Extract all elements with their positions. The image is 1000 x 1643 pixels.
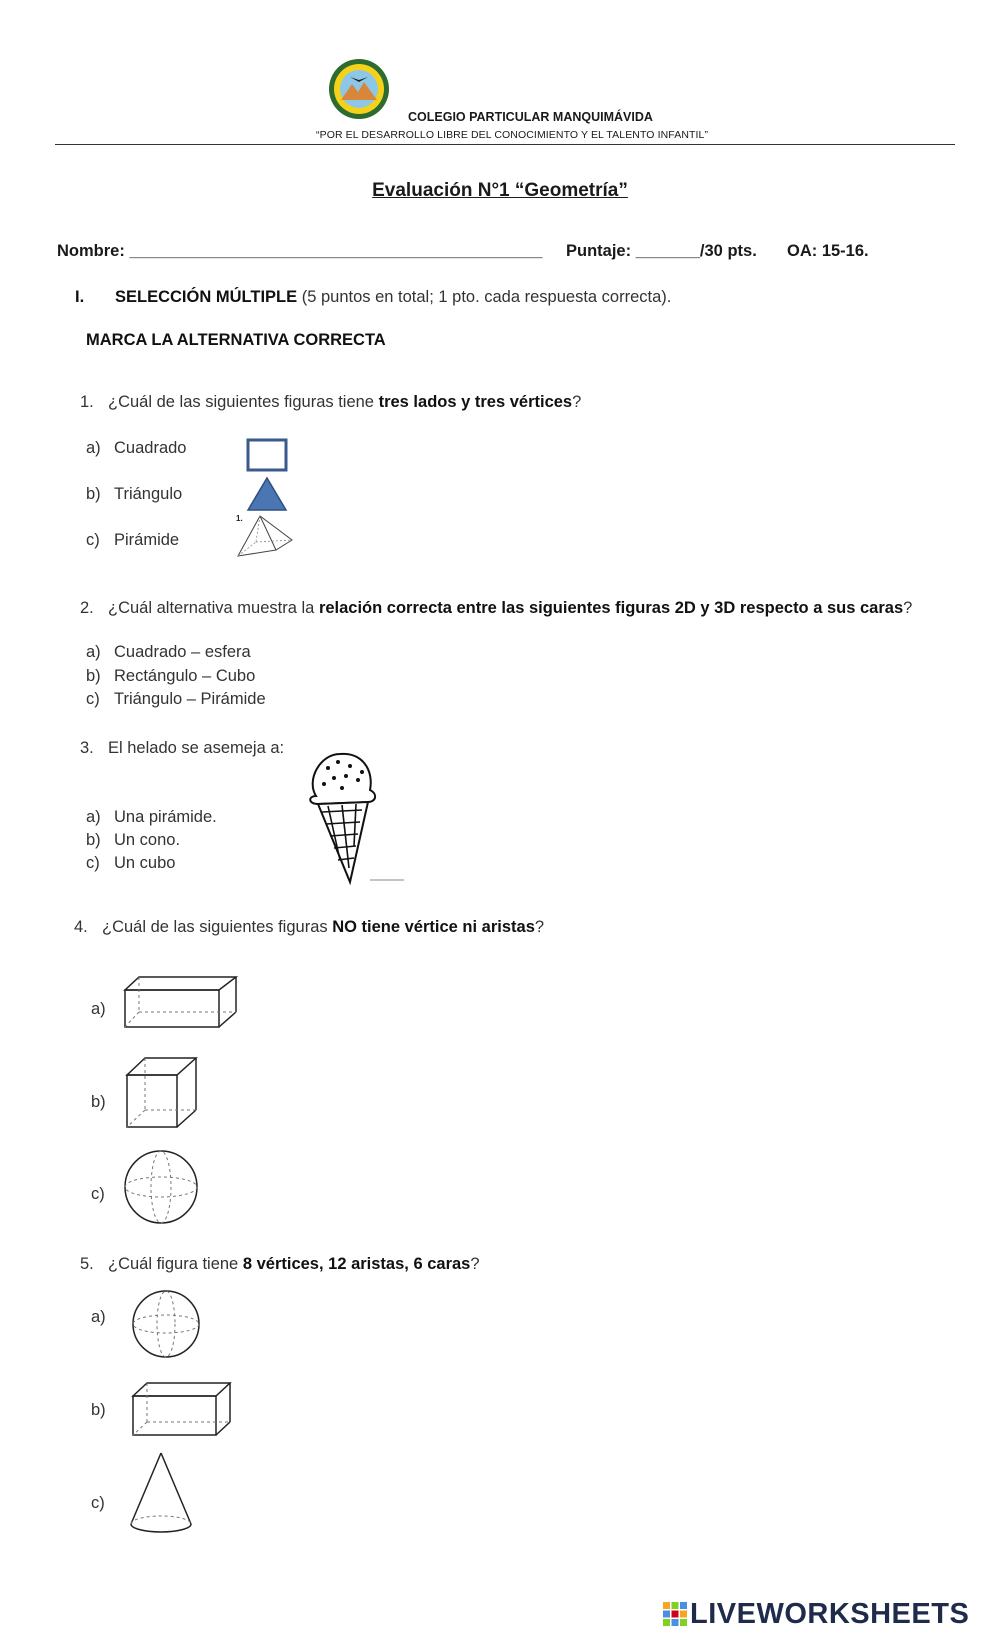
question-number: 4. xyxy=(74,918,88,936)
q5-option-c[interactable]: c) xyxy=(91,1494,105,1512)
question-end: ? xyxy=(903,599,913,617)
question-number: 5. xyxy=(80,1255,94,1273)
question-text: ¿Cuál alternativa muestra la xyxy=(108,599,319,617)
q1-option-c[interactable]: c) Pirámide xyxy=(86,531,180,549)
question-emphasis: NO tiene vértice ni aristas xyxy=(332,918,535,936)
school-crest-icon xyxy=(328,58,390,120)
question-5 xyxy=(80,1255,480,1274)
question-number: 1. xyxy=(80,393,94,411)
question-emphasis: 8 vértices, 12 aristas, 6 caras xyxy=(242,1255,471,1273)
section-number: I. xyxy=(75,288,85,306)
question-end: ? xyxy=(572,393,582,411)
liveworksheets-logo-icon xyxy=(662,1601,688,1627)
rectangular-prism-icon xyxy=(122,974,242,1030)
sphere-icon xyxy=(122,1148,200,1226)
question-number: 3. xyxy=(80,739,94,757)
q1-option-a[interactable]: a) Cuadrado xyxy=(86,439,187,457)
q3-option-b[interactable]: b) Un cono. xyxy=(86,831,181,849)
section-instruction: MARCA LA ALTERNATIVA CORRECTA xyxy=(86,331,386,349)
school-name: COLEGIO PARTICULAR MANQUIMÁVIDA xyxy=(408,110,653,124)
sphere-icon xyxy=(130,1288,202,1360)
section-header xyxy=(75,288,671,307)
q3-option-c[interactable]: c) Un cubo xyxy=(86,854,176,872)
q4-option-c[interactable]: c) xyxy=(91,1185,105,1203)
name-label: Nombre: xyxy=(57,242,125,260)
triangle-icon xyxy=(246,476,288,512)
question-text: ¿Cuál figura tiene xyxy=(108,1255,243,1273)
q4-option-b[interactable]: b) xyxy=(91,1093,106,1111)
pyramid-icon-label: 1. xyxy=(236,514,243,523)
header-divider xyxy=(55,144,955,145)
pyramid-icon xyxy=(234,512,298,558)
question-number: 2. xyxy=(80,599,94,617)
q5-option-a[interactable]: a) xyxy=(91,1308,106,1326)
q2-option-c[interactable]: c) Triángulo – Pirámide xyxy=(86,690,266,708)
question-end: ? xyxy=(534,918,545,936)
school-motto: “POR EL DESARROLLO LIBRE DEL CONOCIMIENTO Y EL TALENTO INFANTIL” xyxy=(316,129,709,141)
q5-option-b[interactable]: b) xyxy=(91,1401,106,1419)
rectangular-prism-icon xyxy=(130,1380,234,1438)
oa-label: OA: 15-16. xyxy=(787,242,869,260)
question-1 xyxy=(80,393,581,412)
liveworksheets-brand: LIVEWORKSHEETS xyxy=(690,1598,970,1630)
question-2 xyxy=(80,599,912,618)
score-blank[interactable]: _______/30 pts. xyxy=(635,242,757,260)
section-detail: (5 puntos en total; 1 pto. cada respuesta correcta). xyxy=(301,288,672,306)
square-icon xyxy=(246,438,288,472)
page-title: Evaluación N°1 “Geometría” xyxy=(372,180,628,201)
cube-icon xyxy=(124,1055,200,1131)
q3-option-a[interactable]: a) Una pirámide. xyxy=(86,808,217,826)
name-field[interactable] xyxy=(57,242,542,261)
q1-option-b[interactable]: b) Triángulo xyxy=(86,485,183,503)
score-label: Puntaje: xyxy=(566,242,632,260)
question-3 xyxy=(80,739,284,758)
question-emphasis: tres lados y tres vértices xyxy=(378,393,573,411)
q2-option-a[interactable]: a) Cuadrado – esfera xyxy=(86,643,251,661)
question-text: El helado se asemeja a: xyxy=(108,739,285,757)
score-field[interactable] xyxy=(566,242,757,261)
q2-option-b[interactable]: b) Rectángulo – Cubo xyxy=(86,667,256,685)
question-4 xyxy=(74,918,544,937)
section-title: SELECCIÓN MÚLTIPLE xyxy=(115,288,298,306)
question-text: ¿Cuál de las siguientes figuras xyxy=(102,918,333,936)
question-emphasis: relación correcta entre las siguientes figuras 2D y 3D respecto a sus caras xyxy=(318,599,904,617)
question-end: ? xyxy=(470,1255,480,1273)
cone-icon xyxy=(128,1450,194,1536)
question-text: ¿Cuál de las siguientes figuras tiene xyxy=(108,393,379,411)
ice-cream-icon xyxy=(304,750,408,886)
q4-option-a[interactable]: a) xyxy=(91,1000,106,1018)
name-blank[interactable]: _____________________________________________ xyxy=(129,242,543,260)
